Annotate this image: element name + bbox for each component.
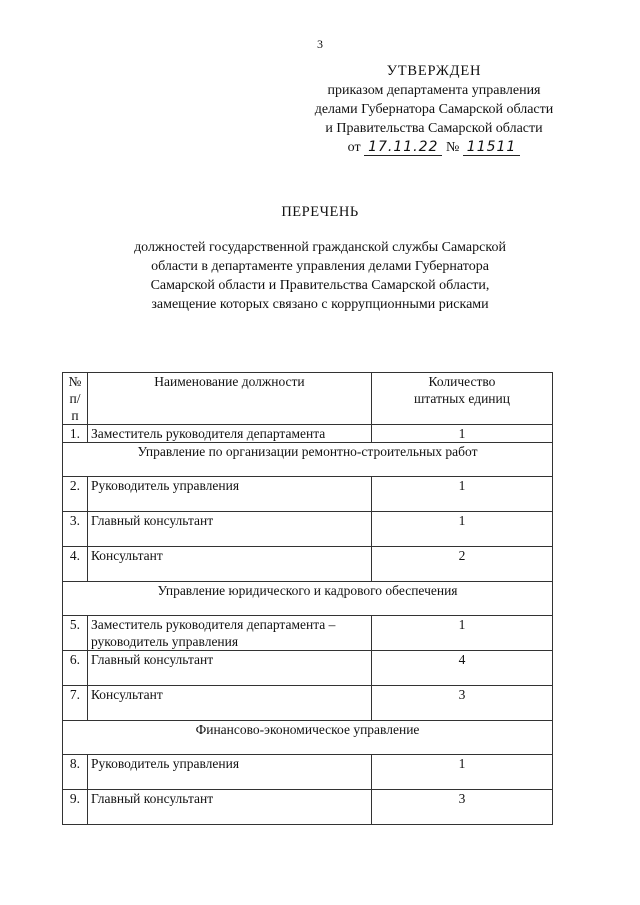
- section-title: Управление по организации ремонтно-строительных работ: [63, 443, 553, 477]
- table-row: [63, 477, 553, 512]
- header-name: Наименование должности: [87, 373, 371, 425]
- row-name: Главный консультант: [87, 512, 371, 547]
- row-name: Заместитель руководителя департамента: [87, 425, 371, 443]
- approval-line-1: приказом департамента управления: [327, 83, 541, 98]
- row-num: 4.: [63, 547, 88, 582]
- row-name: Заместитель руководителя департамента – руководитель управления: [87, 616, 371, 651]
- approval-block: [298, 62, 570, 157]
- row-name: Руководитель управления: [87, 755, 371, 790]
- row-name: Руководитель управления: [87, 477, 371, 512]
- header-count-line: штатных единиц: [413, 391, 510, 406]
- subtitle-line: должностей государственной гражданской службы Самарской: [134, 240, 506, 255]
- row-num: 5.: [63, 616, 88, 651]
- order-number: 11511: [463, 139, 521, 156]
- number-prefix: №: [445, 140, 460, 155]
- row-name: Консультант: [87, 686, 371, 721]
- subtitle-line: области в департаменте управления делами Губернатора: [151, 259, 489, 274]
- row-num: 6.: [63, 651, 88, 686]
- row-count: 2: [371, 547, 552, 582]
- table-row: [63, 425, 553, 443]
- subtitle-line: Самарской области и Правительства Самарской области,: [150, 278, 490, 293]
- table-row: [63, 616, 553, 651]
- row-num: 3.: [63, 512, 88, 547]
- header-num-line: №: [68, 374, 82, 389]
- row-name: Консультант: [87, 547, 371, 582]
- table-header-row: [63, 373, 553, 425]
- row-count: 1: [371, 755, 552, 790]
- row-num: 8.: [63, 755, 88, 790]
- document-subtitle: [80, 238, 560, 314]
- row-count: 1: [371, 512, 552, 547]
- section-row: [63, 443, 553, 477]
- row-num: 9.: [63, 790, 88, 825]
- row-name: Главный консультант: [87, 651, 371, 686]
- approval-line-2: делами Губернатора Самарской области: [314, 102, 554, 117]
- header-num: [63, 373, 88, 425]
- row-count: 1: [371, 616, 552, 651]
- row-num: 2.: [63, 477, 88, 512]
- positions-table: [62, 372, 553, 825]
- table-row: [63, 512, 553, 547]
- table-row: [63, 790, 553, 825]
- row-count: 3: [371, 686, 552, 721]
- row-count: 1: [371, 425, 552, 443]
- table-row: [63, 755, 553, 790]
- section-row: [63, 721, 553, 755]
- row-num: 1.: [63, 425, 88, 443]
- table-row: [63, 686, 553, 721]
- approved-heading: УТВЕРЖДЕН: [386, 63, 482, 79]
- order-date: 17.11.22: [364, 139, 442, 156]
- section-title: Финансово-экономическое управление: [63, 721, 553, 755]
- row-num: 7.: [63, 686, 88, 721]
- table-row: [63, 651, 553, 686]
- row-count: 1: [371, 477, 552, 512]
- header-num-line: п/п: [69, 391, 81, 423]
- document-title: ПЕРЕЧЕНЬ: [281, 204, 359, 220]
- header-count-line: Количество: [428, 374, 496, 389]
- page-number: 3: [317, 37, 323, 51]
- header-count: [371, 373, 552, 425]
- subtitle-line: замещение которых связано с коррупционными рисками: [151, 297, 489, 312]
- approval-dateline: [298, 138, 570, 157]
- table-row: [63, 547, 553, 582]
- row-name: Главный консультант: [87, 790, 371, 825]
- section-title: Управление юридического и кадрового обеспечения: [63, 582, 553, 616]
- row-count: 4: [371, 651, 552, 686]
- date-prefix: от: [347, 140, 361, 155]
- section-row: [63, 582, 553, 616]
- row-count: 3: [371, 790, 552, 825]
- approval-line-3: и Правительства Самарской области: [325, 121, 543, 136]
